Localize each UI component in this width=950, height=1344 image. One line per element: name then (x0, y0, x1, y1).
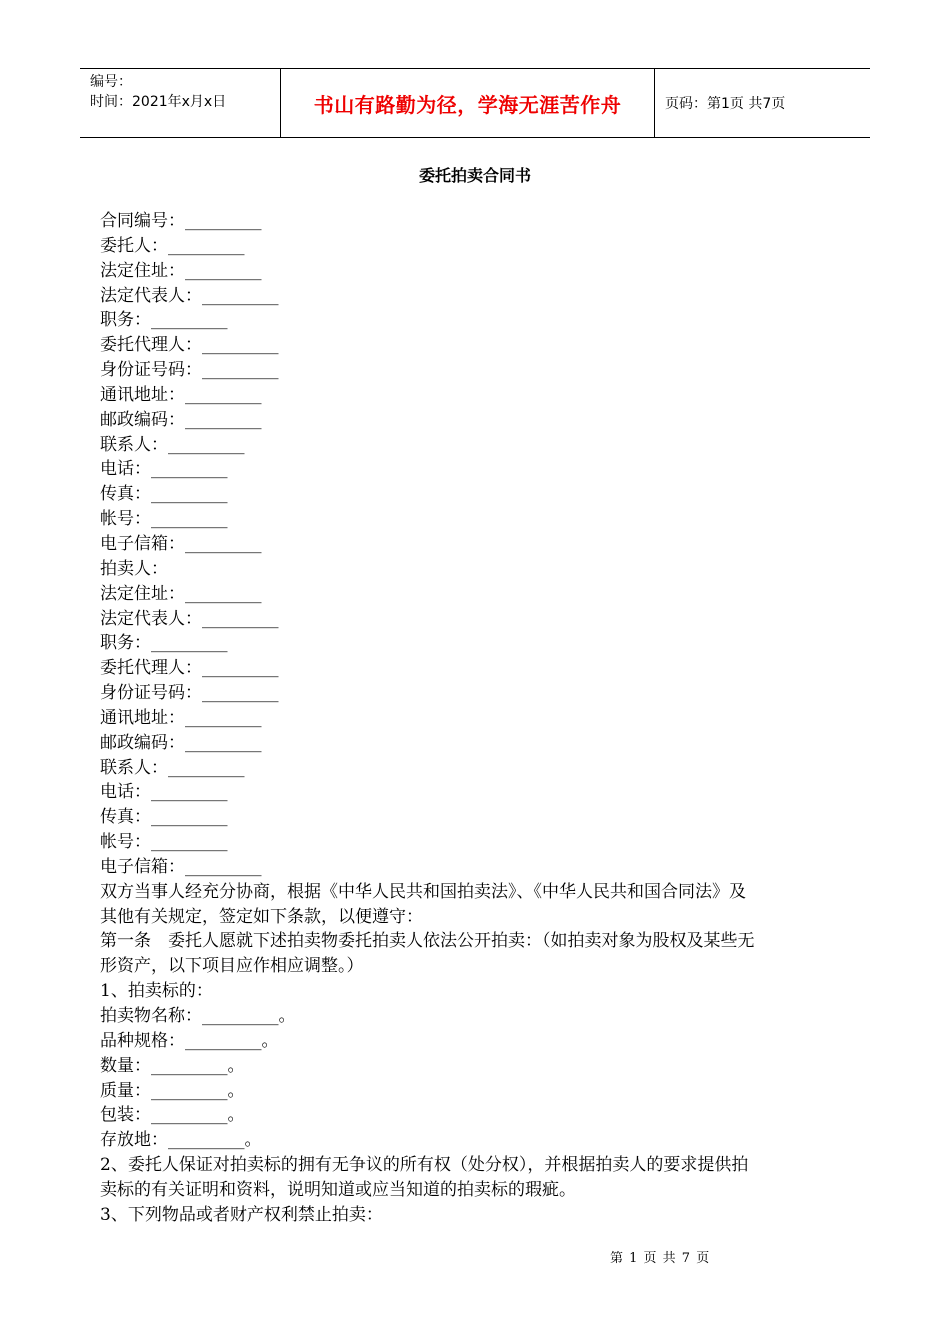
document-line: 数量：_________。 (100, 1055, 245, 1076)
document-line: 卖标的有关证明和资料，说明知道或应当知道的拍卖标的瑕疵。 (100, 1179, 576, 1200)
document-line: 1、拍卖标的： (100, 981, 213, 1002)
document-line: 委托代理人：_________ (100, 658, 279, 679)
document-line: 包装：_________。 (100, 1105, 245, 1126)
document-line: 职务：_________ (100, 310, 228, 331)
document-line: 2、委托人保证对拍卖标的拥有无争议的所有权（处分权），并根据拍卖人的要求提供拍 (100, 1155, 749, 1176)
page-footer: 第 1 页 共 7 页 (610, 1251, 711, 1266)
document-line: 存放地：_________。 (100, 1130, 262, 1151)
document-line: 联系人：_________ (100, 434, 245, 455)
document-line: 拍卖人： (100, 558, 168, 579)
document-line: 传真：_________ (100, 807, 228, 828)
document-line: 第一条 委托人愿就下述拍卖物委托拍卖人依法公开拍卖：（如拍卖对象为股权及某些无 (100, 931, 755, 952)
document-line: 电话：_________ (100, 782, 228, 803)
document-line: 身份证号码：_________ (100, 360, 279, 381)
document-line: 委托代理人：_________ (100, 335, 279, 356)
document-line: 法定住址：_________ (100, 260, 262, 281)
document-line: 电话：_________ (100, 459, 228, 480)
document-line: 3、下列物品或者财产权利禁止拍卖： (100, 1204, 383, 1225)
document-line: 帐号：_________ (100, 509, 228, 530)
document-line: 质量：_________。 (100, 1080, 245, 1101)
document-line: 电子信箱：_________ (100, 856, 262, 877)
document-line: 通讯地址：_________ (100, 384, 262, 405)
document-line: 双方当事人经充分协商，根据《中华人民共和国拍卖法》、《中华人民共和国合同法》及 (100, 881, 746, 902)
document-line: 身份证号码：_________ (100, 683, 279, 704)
page-header (80, 68, 870, 138)
document-line: 法定代表人：_________ (100, 285, 279, 306)
document-number-label: 编号： (90, 74, 132, 90)
document-line: 电子信箱：_________ (100, 533, 262, 554)
document-line: 合同编号：_________ (100, 211, 262, 231)
document-line: 通讯地址：_________ (100, 707, 262, 728)
header-page-info: 页码：第1页 共7页 (665, 96, 786, 112)
document-line: 邮政编码：_________ (100, 409, 262, 430)
document-line: 其他有关规定，签定如下条款，以便遵守： (100, 906, 423, 927)
document-line: 邮政编码：_________ (100, 732, 262, 753)
header-slogan: 书山有路勤为径，学海无涯苦作舟 (281, 69, 655, 137)
document-line: 委托人：_________ (100, 235, 245, 256)
document-body (100, 209, 852, 1228)
document-line: 联系人：_________ (100, 757, 245, 778)
document-title: 委托拍卖合同书 (418, 166, 531, 185)
document-line: 品种规格：_________。 (100, 1030, 279, 1051)
document-line: 帐号：_________ (100, 832, 228, 853)
header-meta (80, 69, 281, 137)
document-line: 职务：_________ (100, 633, 228, 654)
document-line: 法定住址：_________ (100, 583, 262, 604)
document-line: 拍卖物名称：_________。 (100, 1006, 296, 1026)
document-time-label: 时间：2021年x月x日 (90, 94, 227, 110)
document-line: 法定代表人：_________ (100, 608, 279, 629)
document-line: 传真：_________ (100, 484, 228, 505)
document-line: 形资产，以下项目应作相应调整。） (100, 956, 364, 977)
